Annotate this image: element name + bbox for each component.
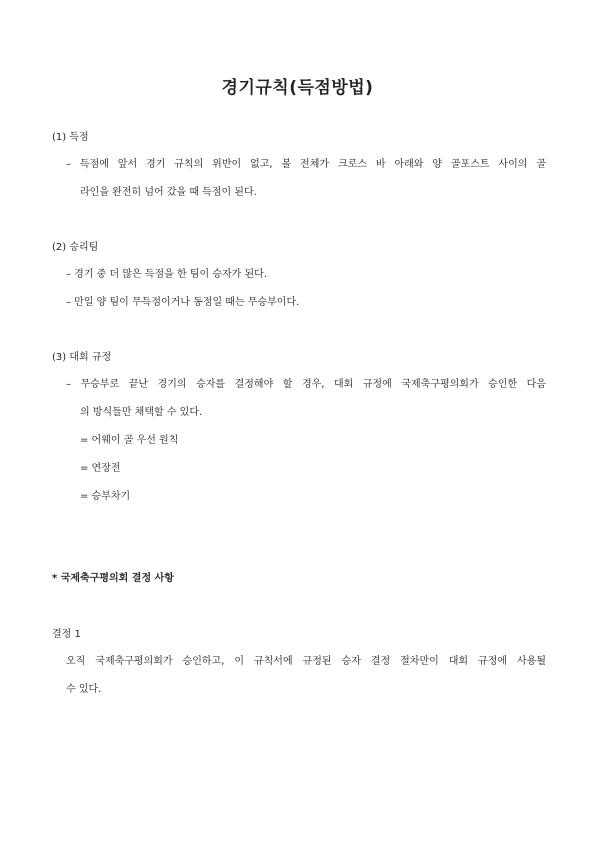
- page-title: 경기규칙(득점방법): [221, 78, 374, 98]
- section-heading-competition-rules: (3) 대회 규정: [52, 352, 112, 363]
- competition-rule-line-1: – 무승부로 끝난 경기의 승자를 결정해야 할 경우, 대회 규정에 국제축구평의회가 승인한 다음: [66, 379, 546, 390]
- scoring-rule-line-1: – 득점에 앞서 경기 규칙의 위반이 없고, 볼 전체가 크로스 바 아래와 양 골포스트 사이의 골: [66, 159, 546, 170]
- method-away-goals: = 어웨이 골 우선 원칙: [80, 435, 179, 446]
- winning-team-rule-2: – 만일 양 팀이 무득점이거나 동점일 때는 무승부이다.: [66, 297, 300, 308]
- winning-team-rule-1: – 경기 중 더 많은 득점을 한 팀이 승자가 된다.: [66, 269, 268, 280]
- decision-text-line-2: 수 있다.: [66, 684, 102, 695]
- decision-text-line-1: 오직 국제축구평의회가 승인하고, 이 규칙서에 규정된 승자 결정 절차만이 대회 규정에 사용될: [66, 656, 546, 667]
- section-heading-winning-team: (2) 승리팀: [52, 242, 99, 253]
- method-penalty-shootout: = 승부차기: [80, 491, 131, 502]
- section-heading-scoring: (1) 득점: [52, 132, 89, 143]
- decision-label: 결정 1: [52, 629, 81, 640]
- decisions-heading: * 국제축구평의회 결정 사항: [52, 573, 174, 584]
- scoring-rule-line-2: 라인을 완전히 넘어 갔을 때 득점이 된다.: [80, 187, 257, 198]
- competition-rule-line-2: 의 방식들만 채택할 수 있다.: [80, 407, 203, 418]
- method-extra-time: = 연장전: [80, 463, 121, 474]
